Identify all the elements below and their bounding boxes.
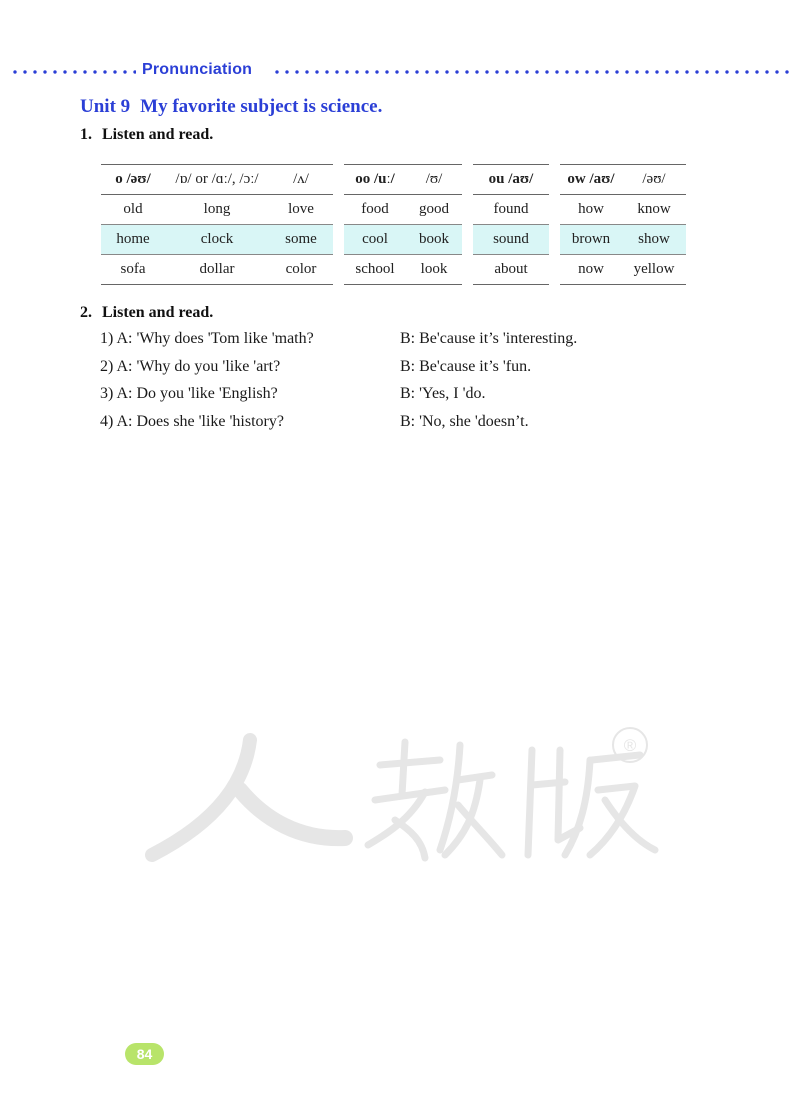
table-header-row (344, 165, 462, 195)
dialog-answer: B: 'Yes, I 'do. (400, 385, 486, 402)
table-header-cell: ou /aʊ/ (473, 165, 549, 195)
table-row (101, 225, 333, 255)
table-row (473, 255, 549, 285)
table-header-cell: ow /aʊ/ (560, 165, 622, 195)
table-cell: brown (560, 225, 622, 255)
table-row (101, 195, 333, 225)
table-cell: home (101, 225, 165, 255)
phonics-table-ow (560, 164, 686, 285)
dialog-question: 4) A: Does she 'like 'history? (100, 412, 284, 430)
phonics-table-ou (473, 164, 549, 285)
table-header-cell: /ʊ/ (406, 165, 462, 195)
table-row (560, 255, 686, 285)
table-cell: old (101, 195, 165, 225)
section-header-title: Pronunciation (142, 61, 253, 78)
section-header-bar (10, 60, 790, 82)
section-2-number: 2. (80, 304, 92, 321)
table-header-cell: o /əʊ/ (101, 165, 165, 195)
dotted-rule-right (272, 70, 790, 74)
table-cell: long (165, 195, 269, 225)
section-1-heading (80, 126, 213, 144)
table-cell: yellow (622, 255, 686, 285)
table-row (473, 225, 549, 255)
table-row (344, 195, 462, 225)
table-cell: found (473, 195, 549, 225)
table-row (473, 195, 549, 225)
dialog-question: 3) A: Do you 'like 'English? (100, 385, 278, 402)
section-1-number: 1. (80, 126, 92, 143)
dialog-answer: B: Be'cause it’s 'fun. (400, 357, 532, 375)
table-cell: book (406, 225, 462, 255)
unit-number: Unit 9 (80, 96, 131, 117)
table-cell: cool (344, 225, 406, 255)
table-cell: know (622, 195, 686, 225)
table-cell: about (473, 255, 549, 285)
table-row (560, 195, 686, 225)
dialog-answer: B: Be'cause it’s 'interesting. (400, 330, 578, 347)
publisher-watermark-logo (140, 720, 670, 870)
table-header-row (560, 165, 686, 195)
registered-mark: ® (623, 736, 637, 755)
table-cell: clock (165, 225, 269, 255)
unit-title (80, 96, 382, 118)
table-cell: school (344, 255, 406, 285)
table-header-cell: oo /uː/ (344, 165, 406, 195)
table-header-cell: /ʌ/ (269, 165, 333, 195)
table-cell: sound (473, 225, 549, 255)
table-cell: show (622, 225, 686, 255)
dialog-answer: B: 'No, she 'doesn’t. (400, 412, 529, 430)
table-row (101, 255, 333, 285)
page-number-badge: 84 (125, 1043, 164, 1065)
section-1-title: Listen and read. (102, 126, 214, 143)
table-cell: look (406, 255, 462, 285)
table-cell: sofa (101, 255, 165, 285)
section-2-title: Listen and read. (102, 304, 214, 321)
table-row (344, 255, 462, 285)
table-header-row (473, 165, 549, 195)
phonics-table-oo (344, 164, 462, 285)
table-cell: how (560, 195, 622, 225)
unit-heading: My favorite subject is science. (140, 96, 383, 117)
table-header-cell: /əʊ/ (622, 165, 686, 195)
dialog-question: 2) A: 'Why do you 'like 'art? (100, 357, 281, 375)
table-cell: food (344, 195, 406, 225)
table-header-cell: /ɒ/ or /ɑː/, /ɔː/ (165, 165, 269, 195)
table-header-row (101, 165, 333, 195)
phonics-table-o (101, 164, 333, 285)
dialog-question: 1) A: 'Why does 'Tom like 'math? (100, 330, 314, 347)
table-cell: color (269, 255, 333, 285)
table-cell: some (269, 225, 333, 255)
table-cell: good (406, 195, 462, 225)
table-row (560, 225, 686, 255)
table-cell: dollar (165, 255, 269, 285)
table-cell: now (560, 255, 622, 285)
section-2-heading (80, 304, 213, 322)
dotted-rule-left (10, 70, 136, 74)
table-cell: love (269, 195, 333, 225)
table-row (344, 225, 462, 255)
